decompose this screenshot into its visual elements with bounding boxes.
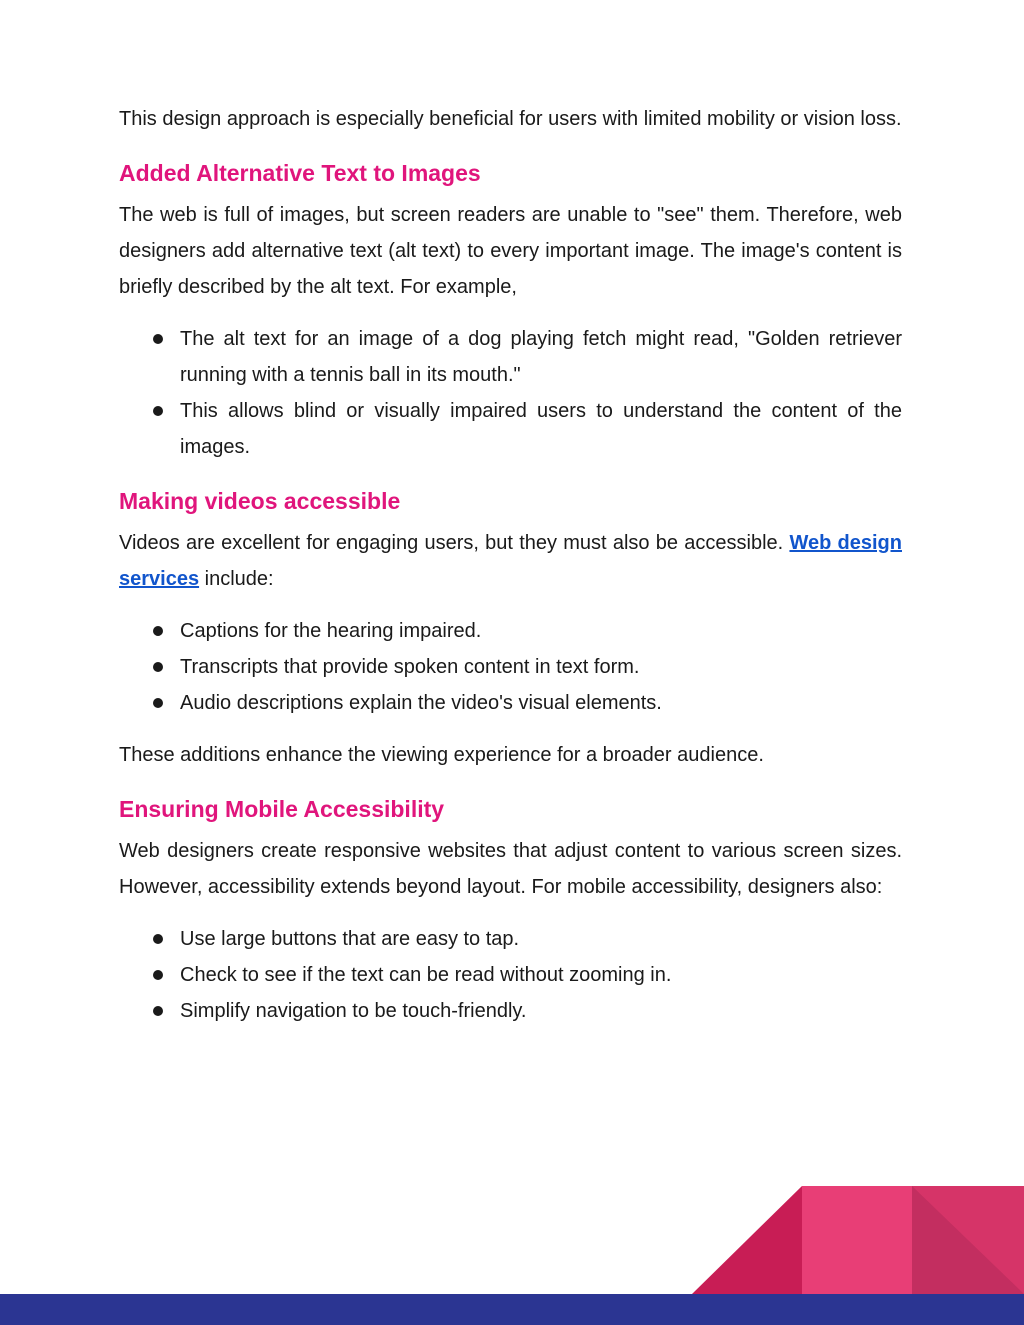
mobile-paragraph: Web designers create responsive websites that adjust content to various screen sizes. However, accessibility extends beyond layout. For mobile accessibility, designers also: — [119, 840, 902, 898]
list-item: The alt text for an image of a dog playing fetch might read, "Golden retriever running with a tennis ball in its mouth." — [180, 321, 902, 393]
intro-paragraph: This design approach is especially beneficial for users with limited mobility or vision loss. — [119, 108, 902, 130]
list-item: Transcripts that provide spoken content in text form. — [180, 649, 902, 685]
corner-triangle-dark — [692, 1186, 802, 1294]
alt-text-paragraph: The web is full of images, but screen readers are unable to "see" them. Therefore, web designers add alternative text (alt text) to every important image. The image's content is briefly described by the alt text. For example, — [119, 204, 902, 298]
list-item: Captions for the hearing impaired. — [180, 613, 902, 649]
videos-text-after-link: include: — [199, 568, 274, 590]
list-item: Audio descriptions explain the video's visual elements. — [180, 685, 902, 721]
list-item: This allows blind or visually impaired users to understand the content of the images. — [180, 393, 902, 465]
videos-closing-paragraph: These additions enhance the viewing experience for a broader audience. — [119, 744, 764, 766]
list-item: Use large buttons that are easy to tap. — [180, 921, 902, 957]
heading-videos: Making videos accessible — [119, 488, 401, 514]
list-item: Simplify navigation to be touch-friendly. — [180, 993, 902, 1029]
corner-block-pink — [802, 1186, 912, 1294]
heading-alt-text: Added Alternative Text to Images — [119, 160, 481, 186]
heading-mobile: Ensuring Mobile Accessibility — [119, 796, 445, 822]
videos-text-before-link: Videos are excellent for engaging users, but they must also be accessible. — [119, 532, 790, 554]
web-design-services-link[interactable]: Web design services — [119, 532, 902, 590]
list-item: Check to see if the text can be read without zooming in. — [180, 957, 902, 993]
footer-bar — [0, 1294, 1024, 1325]
